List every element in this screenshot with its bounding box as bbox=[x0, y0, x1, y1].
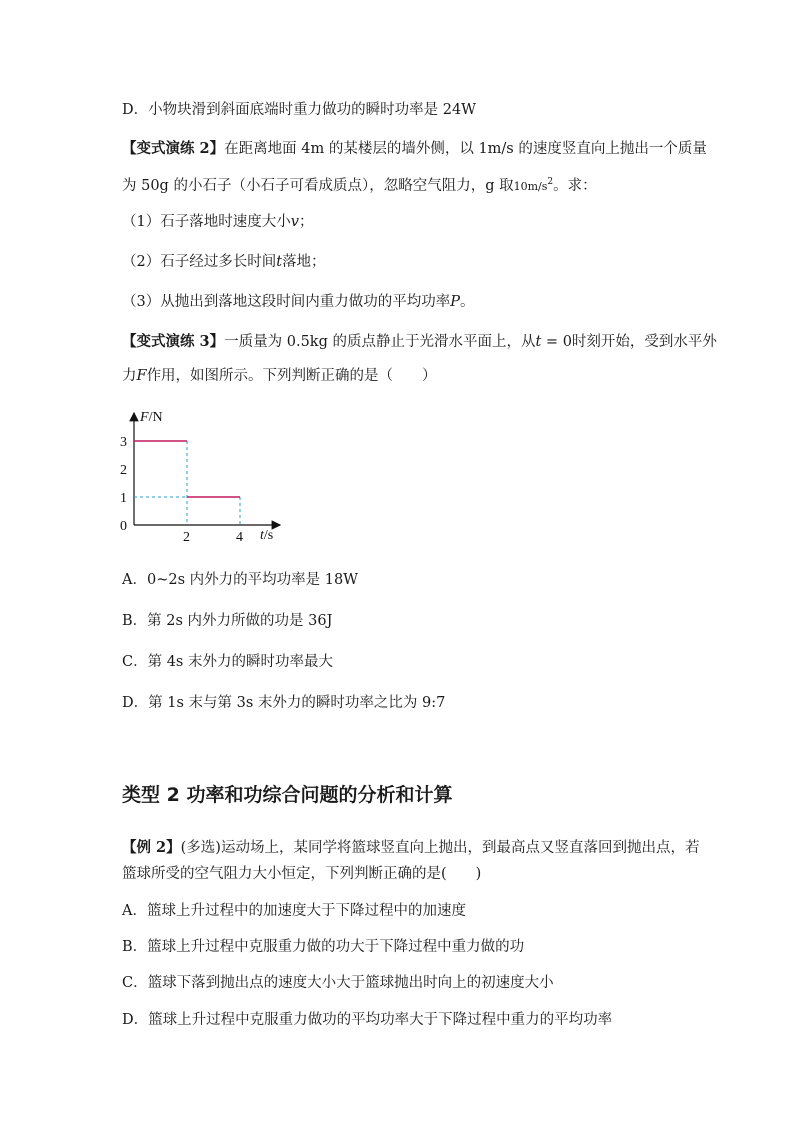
example2-line2: 篮球所受的空气阻力大小恒定，下列判断正确的是( ) bbox=[122, 866, 482, 882]
exercise2-q2 bbox=[122, 252, 326, 272]
q2-text: （2）石子经过多长时间 bbox=[122, 254, 277, 270]
exercise3-text1-end: 时刻开始，受到水平外 bbox=[571, 334, 717, 350]
exercise2-text2-end: 。求： bbox=[553, 178, 597, 194]
q3-end: 。 bbox=[460, 294, 475, 310]
example2-tag: 【例 2】 bbox=[122, 839, 181, 856]
example2-option-b: B．篮球上升过程中克服重力做的功大于下降过程中重力做的功 bbox=[122, 939, 525, 955]
example2-text1: (多选)运动场上，某同学将篮球竖直向上抛出，到最高点又竖直落回到抛出点，若 bbox=[180, 840, 700, 856]
y-tick-label-1: 1 bbox=[120, 491, 127, 506]
y-tick-label-2: 2 bbox=[120, 463, 127, 478]
exercise3-option-d: D．第 1s 末与第 3s 末外力的瞬时功率之比为 9:7 bbox=[122, 695, 446, 711]
y-tick-label-3: 3 bbox=[120, 435, 127, 450]
force-time-chart bbox=[110, 405, 300, 555]
example2-option-c: C．篮球下落到抛出点的速度大小大于篮球抛出时向上的初速度大小 bbox=[122, 975, 554, 991]
example2-option-a: A．篮球上升过程中的加速度大于下降过程中的加速度 bbox=[122, 903, 466, 919]
exercise3-option-b: B．第 2s 内外力所做的功是 36J bbox=[122, 613, 333, 629]
exercise3-t-var: t bbox=[535, 334, 542, 350]
example2-line1 bbox=[122, 838, 699, 858]
exercise2-line1 bbox=[122, 139, 707, 159]
y-tick-label-0: 0 bbox=[120, 519, 127, 534]
section-heading: 类型 2 功率和功综合问题的分析和计算 bbox=[122, 784, 453, 806]
exercise3-text1: 一质量为 0.5kg 的质点静止于光滑水平面上，从 bbox=[224, 334, 536, 350]
exercise3-line1 bbox=[122, 332, 717, 352]
prev-option-d: D．小物块滑到斜面底端时重力做功的瞬时功率是 24W bbox=[122, 102, 477, 118]
q1-end: ； bbox=[298, 214, 314, 230]
exercise2-q1 bbox=[122, 212, 313, 232]
q1-text: （1）石子落地时速度大小 bbox=[122, 214, 291, 230]
q3-text: （3）从抛出到落地这段时间内重力做功的平均功率 bbox=[122, 294, 451, 310]
x-tick-label-2: 2 bbox=[183, 530, 190, 545]
x-axis-label: t/s bbox=[260, 528, 274, 543]
y-axis-label: F/N bbox=[140, 410, 163, 425]
exercise2-text2: 为 50g 的小石子（小石子可看成质点），忽略空气阻力，g 取 bbox=[122, 178, 514, 194]
exercise3-line2 bbox=[122, 366, 437, 386]
exercise3-option-a: A．0~2s 内外力的平均功率是 18W bbox=[122, 572, 359, 588]
q1-var: v bbox=[290, 214, 299, 230]
g-value: 10m/s bbox=[513, 180, 548, 193]
exercise2-tag: 【变式演练 2】 bbox=[122, 140, 225, 157]
example2-option-d: D．篮球上升过程中克服重力做功的平均功率大于下降过程中重力的平均功率 bbox=[122, 1012, 613, 1028]
exercise2-q3 bbox=[122, 292, 475, 312]
x-tick-label-4: 4 bbox=[236, 530, 243, 545]
g-exponent: 2 bbox=[547, 177, 554, 187]
exercise2-text1: 在距离地面 4m 的某楼层的墙外侧，以 1m/s 的速度竖直向上抛出一个质量 bbox=[224, 141, 707, 157]
q2-end: 落地； bbox=[282, 254, 326, 270]
exercise3-text2-end: 作用，如图所示。下列判断正确的是（ ） bbox=[146, 368, 437, 384]
exercise3-f-var: F bbox=[136, 368, 147, 384]
exercise3-text2: 力 bbox=[122, 368, 137, 384]
exercise3-t-eq: = 0 bbox=[541, 334, 572, 350]
q2-var: t bbox=[276, 254, 283, 270]
q3-var: P bbox=[450, 294, 460, 310]
exercise2-line2 bbox=[122, 172, 597, 197]
exercise3-option-c: C．第 4s 末外力的瞬时功率最大 bbox=[122, 654, 333, 670]
exercise3-tag: 【变式演练 3】 bbox=[122, 333, 225, 350]
